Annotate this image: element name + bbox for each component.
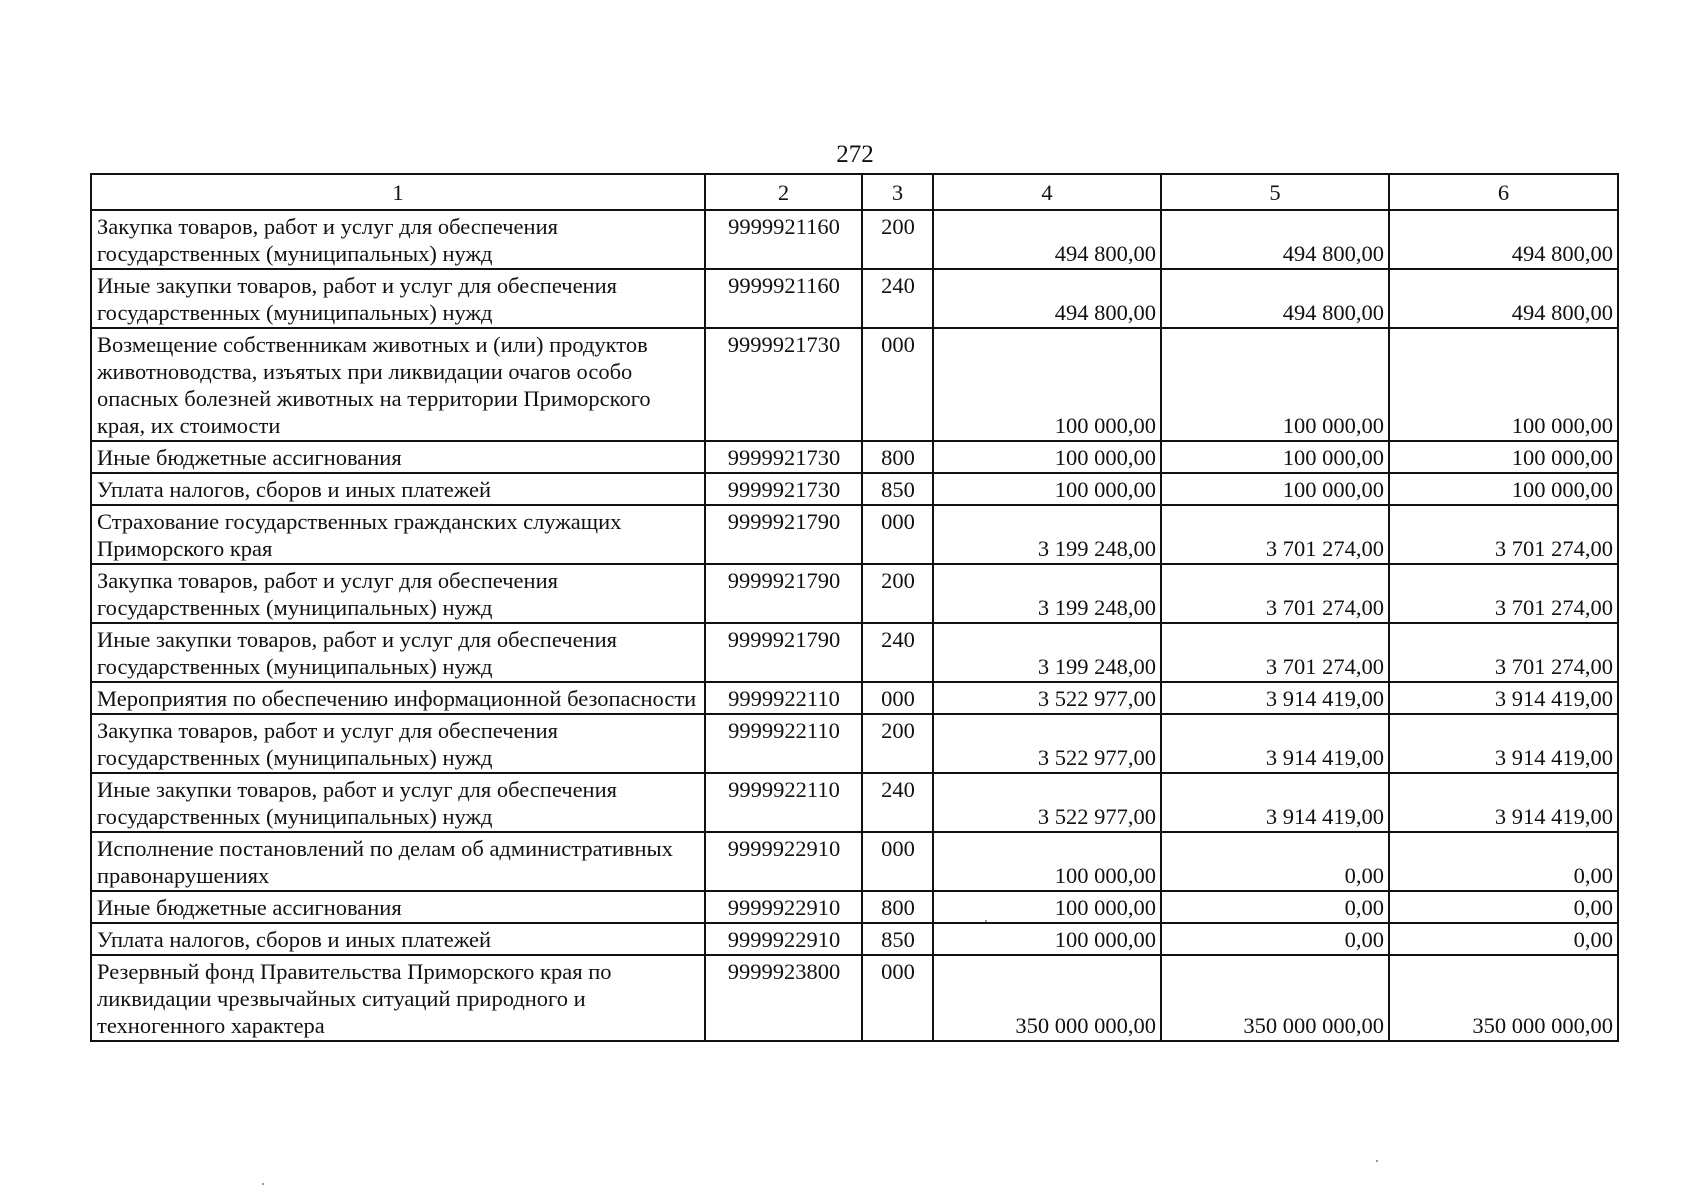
expense-type-code: 800 (862, 891, 933, 923)
amount-column-4: 100 000,00 (933, 891, 1161, 923)
amount-column-6: 0,00 (1389, 923, 1618, 955)
table-row (91, 773, 1618, 832)
target-article-code: 9999922110 (705, 682, 862, 714)
column-header-3: 3 (862, 174, 933, 210)
table-row (91, 328, 1618, 441)
column-header-1: 1 (91, 174, 705, 210)
table-row (91, 891, 1618, 923)
amount-column-6: 100 000,00 (1389, 441, 1618, 473)
expense-type-code: 000 (862, 832, 933, 891)
table-row (91, 505, 1618, 564)
amount-column-6: 0,00 (1389, 832, 1618, 891)
expense-name: Закупка товаров, работ и услуг для обеспечения государственных (муниципальных) нужд (91, 210, 705, 269)
expense-name: Возмещение собственникам животных и (или) продуктов животноводства, изъятых при ликвидации очагов особо опасных болезней животных на территории Приморского края, их стоимости (91, 328, 705, 441)
expense-type-code: 850 (862, 923, 933, 955)
column-header-2: 2 (705, 174, 862, 210)
expense-name: Иные закупки товаров, работ и услуг для обеспечения государственных (муниципальных) нужд (91, 269, 705, 328)
target-article-code: 9999921730 (705, 473, 862, 505)
amount-column-6: 350 000 000,00 (1389, 955, 1618, 1041)
amount-column-6: 100 000,00 (1389, 473, 1618, 505)
column-header-4: 4 (933, 174, 1161, 210)
amount-column-4: 494 800,00 (933, 269, 1161, 328)
amount-column-5: 3 701 274,00 (1161, 564, 1389, 623)
amount-column-5: 100 000,00 (1161, 328, 1389, 441)
amount-column-5: 100 000,00 (1161, 473, 1389, 505)
amount-column-4: 100 000,00 (933, 328, 1161, 441)
amount-column-5: 3 701 274,00 (1161, 623, 1389, 682)
expense-type-code: 000 (862, 955, 933, 1041)
table-header-row (91, 174, 1618, 210)
expense-name: Мероприятия по обеспечению информационной безопасности (91, 682, 705, 714)
amount-column-4: 3 522 977,00 (933, 682, 1161, 714)
target-article-code: 9999923800 (705, 955, 862, 1041)
column-header-5: 5 (1161, 174, 1389, 210)
amount-column-5: 350 000 000,00 (1161, 955, 1389, 1041)
amount-column-4: 100 000,00 (933, 473, 1161, 505)
target-article-code: 9999921730 (705, 441, 862, 473)
amount-column-5: 0,00 (1161, 923, 1389, 955)
target-article-code: 9999921790 (705, 564, 862, 623)
page-number: 272 (836, 141, 874, 168)
table-row (91, 269, 1618, 328)
target-article-code: 9999921790 (705, 623, 862, 682)
table-row (91, 955, 1618, 1041)
expense-type-code: 200 (862, 210, 933, 269)
scan-speck (985, 920, 987, 922)
amount-column-6: 3 701 274,00 (1389, 505, 1618, 564)
expense-name: Иные бюджетные ассигнования (91, 441, 705, 473)
amount-column-6: 100 000,00 (1389, 328, 1618, 441)
amount-column-4: 3 522 977,00 (933, 773, 1161, 832)
amount-column-6: 3 701 274,00 (1389, 623, 1618, 682)
amount-column-5: 3 914 419,00 (1161, 682, 1389, 714)
expense-name: Уплата налогов, сборов и иных платежей (91, 473, 705, 505)
amount-column-6: 494 800,00 (1389, 269, 1618, 328)
target-article-code: 9999921160 (705, 269, 862, 328)
expense-name: Уплата налогов, сборов и иных платежей (91, 923, 705, 955)
expense-type-code: 240 (862, 269, 933, 328)
table-row (91, 210, 1618, 269)
amount-column-5: 3 914 419,00 (1161, 714, 1389, 773)
table-row (91, 832, 1618, 891)
target-article-code: 9999922110 (705, 773, 862, 832)
amount-column-4: 494 800,00 (933, 210, 1161, 269)
amount-column-5: 494 800,00 (1161, 269, 1389, 328)
table-row (91, 682, 1618, 714)
amount-column-4: 100 000,00 (933, 441, 1161, 473)
target-article-code: 9999921790 (705, 505, 862, 564)
table-row (91, 564, 1618, 623)
amount-column-5: 494 800,00 (1161, 210, 1389, 269)
amount-column-4: 3 199 248,00 (933, 564, 1161, 623)
target-article-code: 9999921160 (705, 210, 862, 269)
column-header-6: 6 (1389, 174, 1618, 210)
table-row (91, 441, 1618, 473)
expense-name: Иные бюджетные ассигнования (91, 891, 705, 923)
expense-name: Исполнение постановлений по делам об административных правонарушениях (91, 832, 705, 891)
target-article-code: 9999922910 (705, 832, 862, 891)
amount-column-5: 0,00 (1161, 891, 1389, 923)
amount-column-4: 100 000,00 (933, 832, 1161, 891)
amount-column-5: 100 000,00 (1161, 441, 1389, 473)
table-row (91, 623, 1618, 682)
expense-name: Закупка товаров, работ и услуг для обеспечения государственных (муниципальных) нужд (91, 564, 705, 623)
amount-column-6: 3 914 419,00 (1389, 714, 1618, 773)
expense-type-code: 200 (862, 714, 933, 773)
expense-type-code: 200 (862, 564, 933, 623)
target-article-code: 9999921730 (705, 328, 862, 441)
scan-speck (262, 1183, 264, 1185)
target-article-code: 9999922110 (705, 714, 862, 773)
amount-column-5: 0,00 (1161, 832, 1389, 891)
target-article-code: 9999922910 (705, 891, 862, 923)
amount-column-4: 350 000 000,00 (933, 955, 1161, 1041)
expense-name: Иные закупки товаров, работ и услуг для обеспечения государственных (муниципальных) нужд (91, 623, 705, 682)
expense-type-code: 850 (862, 473, 933, 505)
amount-column-4: 3 199 248,00 (933, 623, 1161, 682)
amount-column-6: 3 701 274,00 (1389, 564, 1618, 623)
scan-speck (1376, 1160, 1378, 1162)
expense-name: Резервный фонд Правительства Приморского края по ликвидации чрезвычайных ситуаций природного и техногенного характера (91, 955, 705, 1041)
amount-column-6: 3 914 419,00 (1389, 773, 1618, 832)
expense-type-code: 000 (862, 328, 933, 441)
amount-column-6: 494 800,00 (1389, 210, 1618, 269)
amount-column-6: 3 914 419,00 (1389, 682, 1618, 714)
amount-column-5: 3 914 419,00 (1161, 773, 1389, 832)
amount-column-4: 3 199 248,00 (933, 505, 1161, 564)
expense-type-code: 000 (862, 505, 933, 564)
amount-column-5: 3 701 274,00 (1161, 505, 1389, 564)
amount-column-6: 0,00 (1389, 891, 1618, 923)
expense-name: Иные закупки товаров, работ и услуг для обеспечения государственных (муниципальных) нужд (91, 773, 705, 832)
table-row (91, 923, 1618, 955)
target-article-code: 9999922910 (705, 923, 862, 955)
expense-type-code: 800 (862, 441, 933, 473)
expense-type-code: 240 (862, 623, 933, 682)
amount-column-4: 100 000,00 (933, 923, 1161, 955)
expense-name: Закупка товаров, работ и услуг для обеспечения государственных (муниципальных) нужд (91, 714, 705, 773)
expense-name: Страхование государственных гражданских служащих Приморского края (91, 505, 705, 564)
table-row (91, 473, 1618, 505)
expense-type-code: 000 (862, 682, 933, 714)
amount-column-4: 3 522 977,00 (933, 714, 1161, 773)
table-row (91, 714, 1618, 773)
budget-table (90, 173, 1619, 1042)
expense-type-code: 240 (862, 773, 933, 832)
